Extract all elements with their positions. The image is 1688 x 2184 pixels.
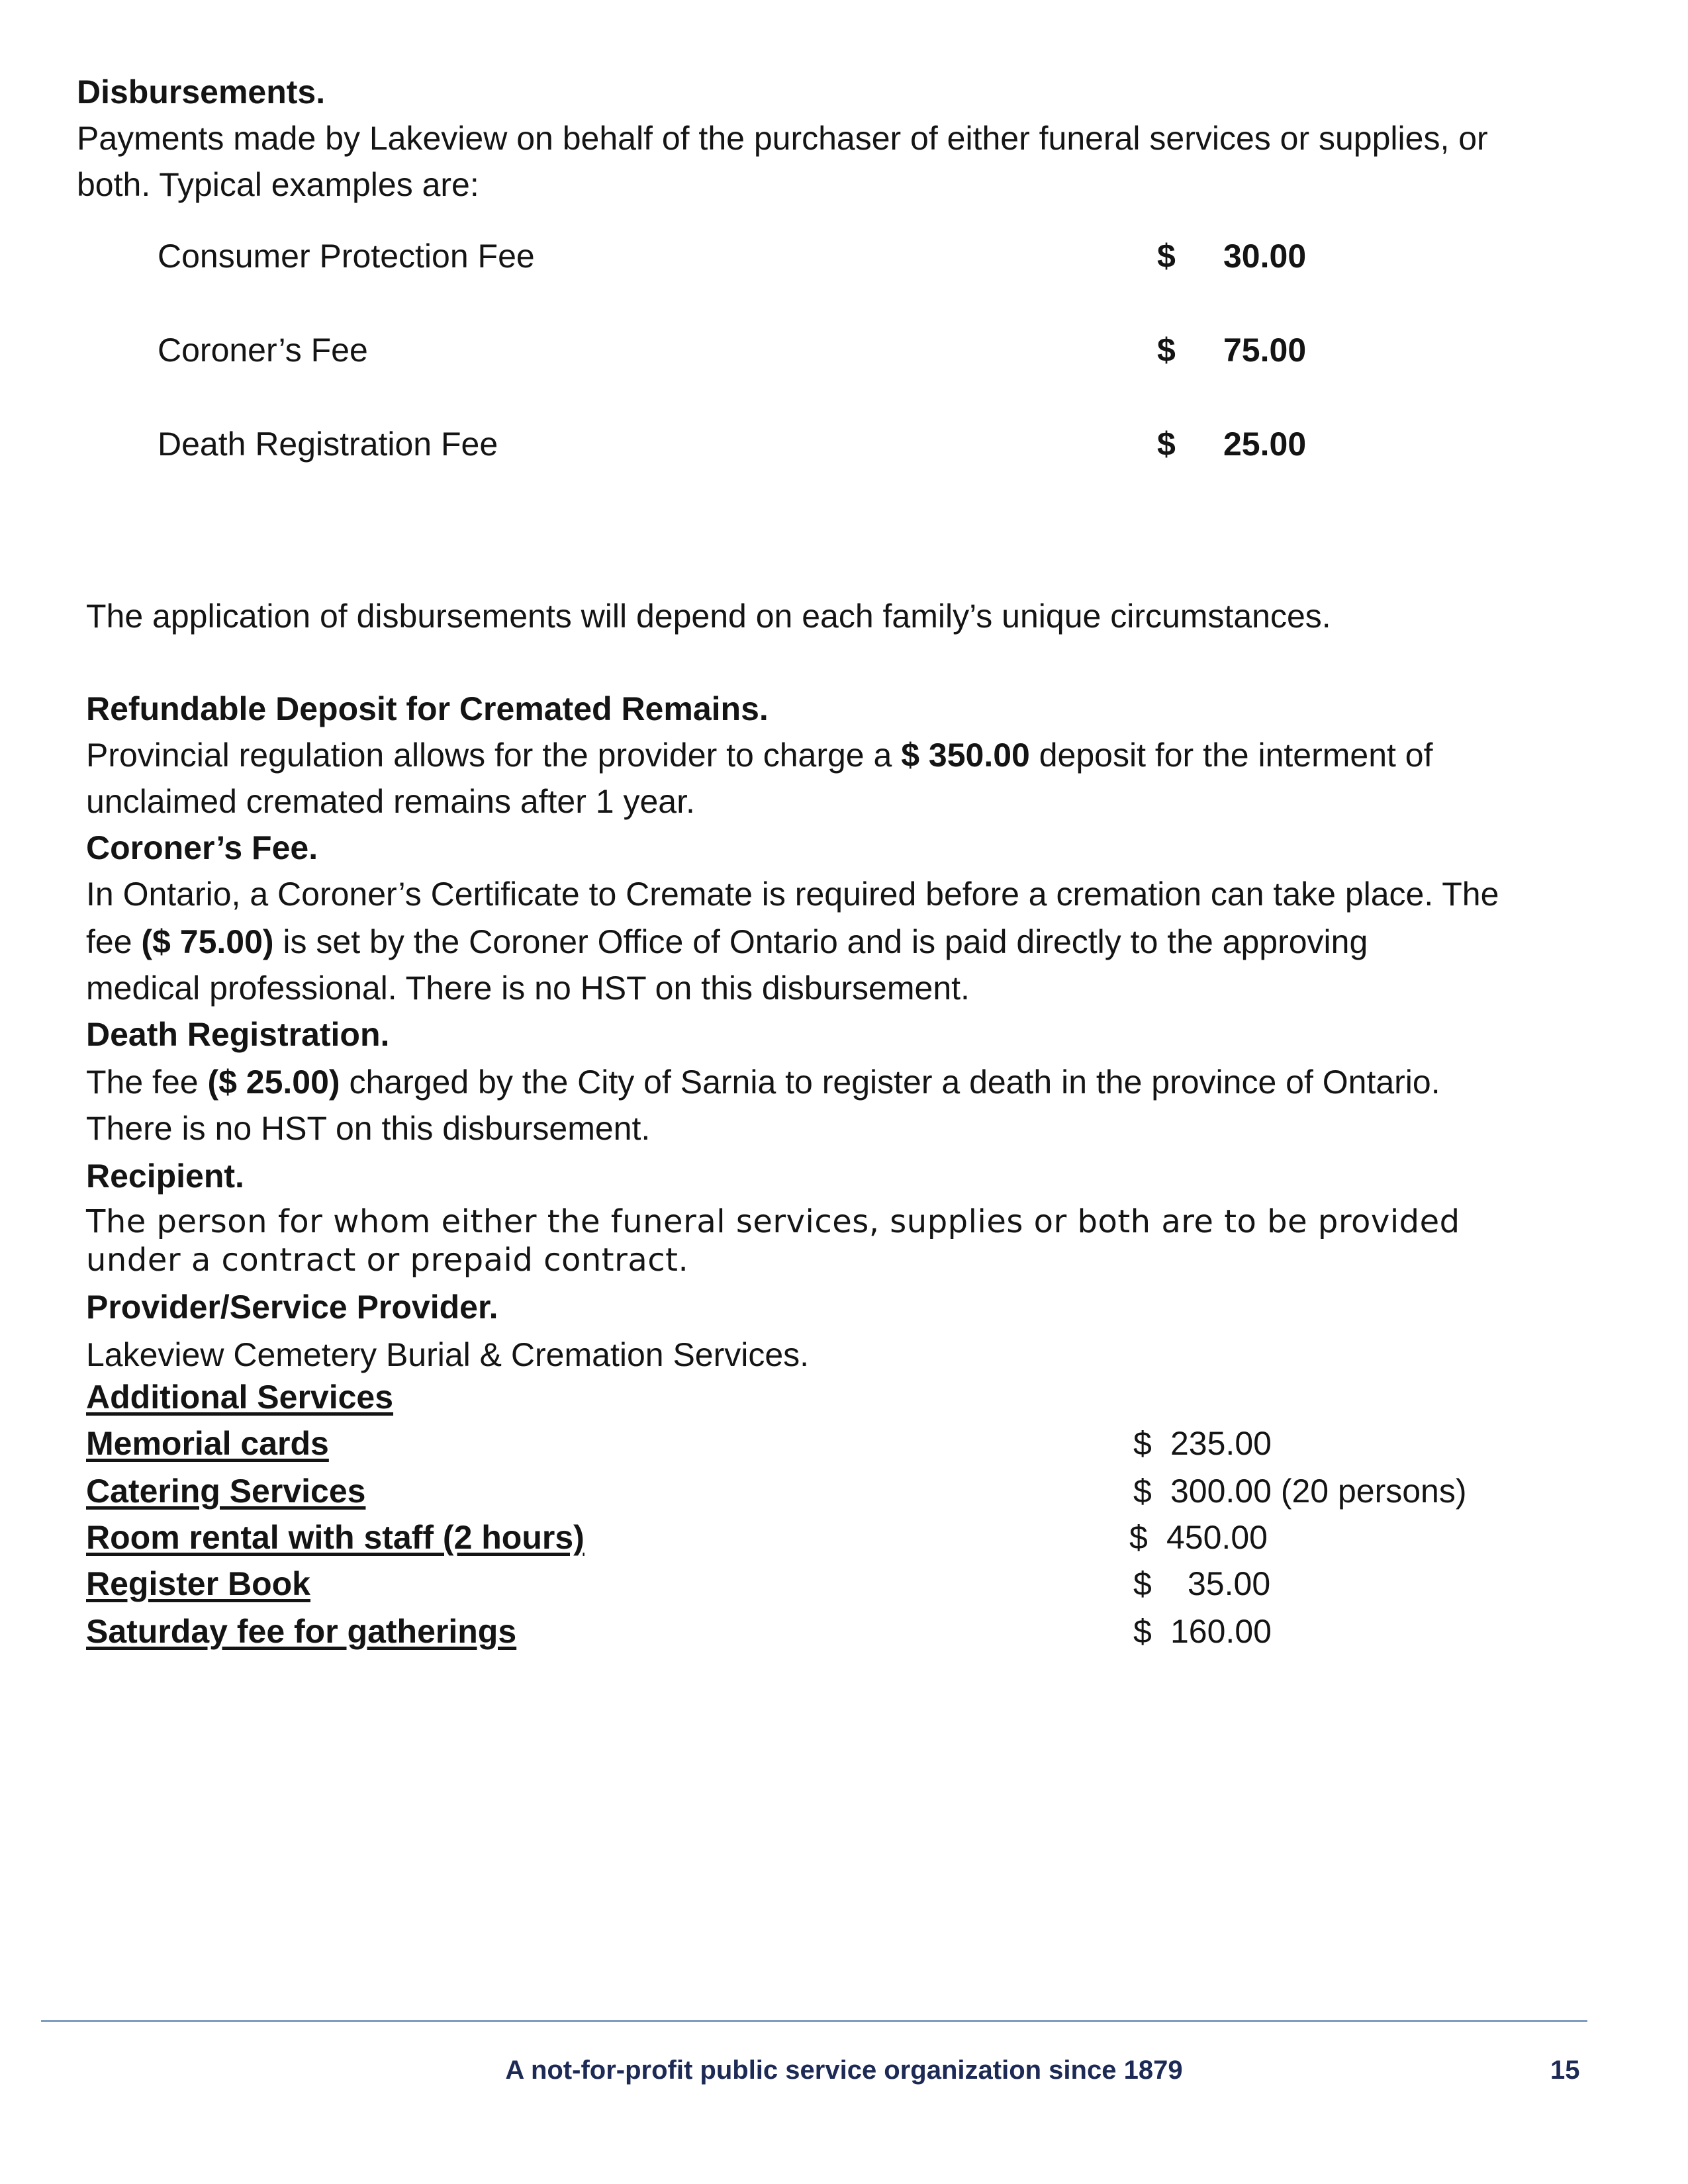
coroners-fee-line1: In Ontario, a Coroner’s Certificate to Cremate is required before a cremation can take place. The xyxy=(86,876,1499,913)
footer-tagline: A not-for-profit public service organization since 1879 xyxy=(505,2056,1183,2085)
fee-label: Consumer Protection Fee xyxy=(158,238,535,275)
service-amount: 235.00 xyxy=(1170,1425,1272,1462)
deposit-amount: $ 350.00 xyxy=(901,737,1030,774)
service-label: Register Book xyxy=(86,1565,310,1602)
service-amount: 450.00 xyxy=(1166,1519,1268,1556)
text-segment: is set by the Coroner Office of Ontario and is paid directly to the approving xyxy=(273,923,1368,960)
text-segment: Provincial regulation allows for the provider to charge a xyxy=(86,737,902,774)
text-segment: The fee xyxy=(86,1064,208,1101)
fee-amount: 30.00 xyxy=(1223,238,1307,275)
provider-line1: Lakeview Cemetery Burial & Cremation Services. xyxy=(86,1336,810,1373)
coroners-fee-line3: medical professional. There is no HST on this disbursement. xyxy=(86,970,970,1007)
service-currency: $ xyxy=(1133,1565,1152,1602)
disbursements-intro-line1: Payments made by Lakeview on behalf of the purchaser of either funeral services or supplies, or xyxy=(77,120,1488,157)
application-note: The application of disbursements will depend on each family’s unique circumstances. xyxy=(86,598,1331,635)
service-currency: $ xyxy=(1129,1519,1148,1556)
service-currency: $ xyxy=(1133,1425,1152,1462)
death-registration-heading: Death Registration. xyxy=(86,1016,390,1053)
provider-heading: Provider/Service Provider. xyxy=(86,1289,498,1326)
service-amount: 35.00 xyxy=(1188,1565,1271,1602)
service-label: Memorial cards xyxy=(86,1425,329,1462)
death-registration-line1 xyxy=(86,1059,1440,1105)
refundable-deposit-heading: Refundable Deposit for Cremated Remains. xyxy=(86,690,769,727)
disbursements-intro-line2: both. Typical examples are: xyxy=(77,166,479,203)
service-currency: $ xyxy=(1133,1613,1152,1650)
refundable-deposit-line1 xyxy=(86,732,1433,778)
recipient-heading: Recipient. xyxy=(86,1158,244,1195)
fee-currency: $ xyxy=(1157,426,1176,463)
service-label: Catering Services xyxy=(86,1473,366,1510)
coroners-fee-line2 xyxy=(86,919,1368,965)
fee-currency: $ xyxy=(1157,332,1176,369)
text-segment: charged by the City of Sarnia to register a death in the province of Ontario. xyxy=(340,1064,1440,1101)
fee-label: Death Registration Fee xyxy=(158,426,498,463)
fee-currency: $ xyxy=(1157,238,1176,275)
service-label: Saturday fee for gatherings xyxy=(86,1613,517,1650)
service-label: Room rental with staff (2 hours) xyxy=(86,1519,585,1556)
service-currency: $ xyxy=(1133,1473,1152,1510)
page-number: 15 xyxy=(1550,2056,1580,2085)
death-registration-line2: There is no HST on this disbursement. xyxy=(86,1110,651,1147)
additional-services-heading: Additional Services xyxy=(86,1379,394,1416)
fee-label: Coroner’s Fee xyxy=(158,332,368,369)
footer-divider xyxy=(41,2020,1587,2022)
service-amount: 160.00 xyxy=(1170,1613,1272,1650)
text-segment: fee xyxy=(86,923,142,960)
fee-amount: 75.00 xyxy=(1223,332,1307,369)
death-registration-amount: ($ 25.00) xyxy=(207,1064,340,1101)
coroners-fee-heading: Coroner’s Fee. xyxy=(86,829,318,866)
recipient-line2: under a contract or prepaid contract. xyxy=(86,1242,689,1279)
coroners-fee-amount: ($ 75.00) xyxy=(141,923,274,960)
service-amount: 300.00 (20 persons) xyxy=(1170,1473,1467,1510)
disbursements-heading: Disbursements. xyxy=(77,73,326,111)
fee-amount: 25.00 xyxy=(1223,426,1307,463)
text-segment: deposit for the interment of xyxy=(1029,737,1433,774)
recipient-line1: The person for whom either the funeral services, supplies or both are to be provided xyxy=(86,1203,1460,1240)
refundable-deposit-line2: unclaimed cremated remains after 1 year. xyxy=(86,783,695,820)
